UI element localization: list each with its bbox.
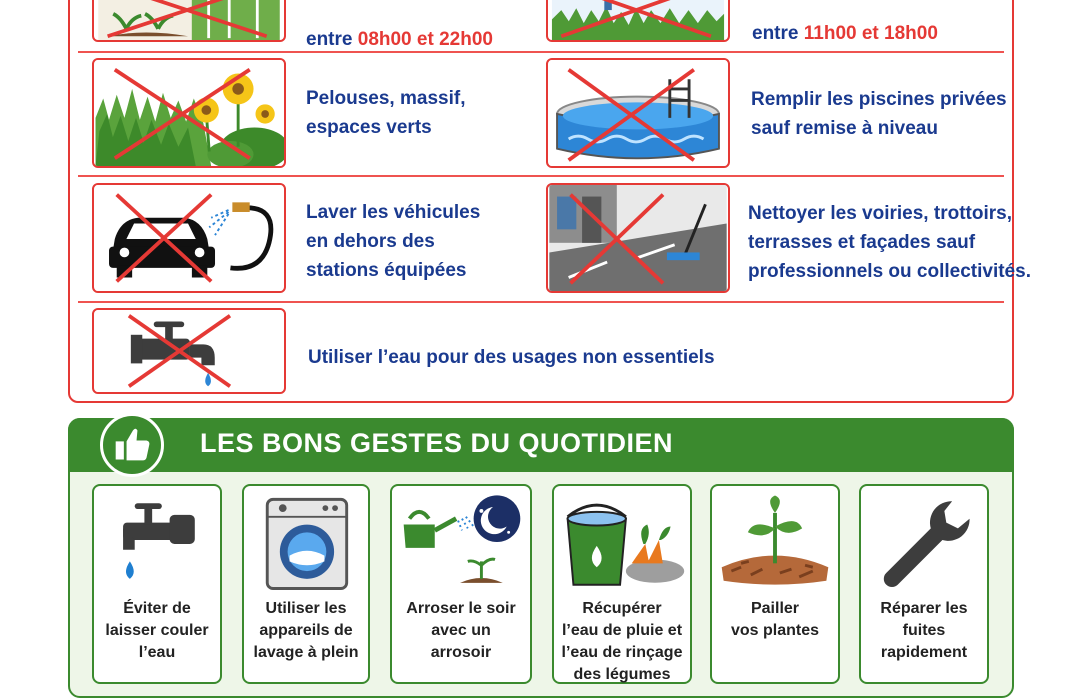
garden-icon — [92, 0, 286, 42]
pool-icon — [546, 58, 730, 168]
lawn-flowers-icon — [92, 58, 286, 168]
wrench-icon — [861, 492, 987, 592]
washing-machine-icon — [244, 492, 368, 592]
sprinkler-icon — [546, 0, 730, 42]
habit-card-bucket — [552, 484, 692, 684]
row-divider — [78, 301, 1004, 303]
restriction-text-lawns: Pelouses, massif, espaces verts — [306, 88, 466, 138]
restriction-text-streets: Nettoyer les voiries, trottoirs, terrasses et façades sauf professionnels ou collectivités. — [748, 203, 1031, 282]
habit-label: Récupérer l’eau de pluie et l’eau de rinçage des légumes — [561, 600, 683, 683]
habit-label: Réparer les fuites rapidement — [880, 600, 968, 661]
habit-card-mulch — [710, 484, 840, 684]
restriction-text-pools: Remplir les piscines privées sauf remise à niveau — [751, 89, 1007, 139]
good-habits-title: LES BONS GESTES DU QUOTIDIEN — [200, 428, 674, 458]
habit-card-faucet — [92, 484, 222, 684]
restriction-hours-left: entre 08h00 et 22h00 — [306, 29, 493, 50]
habit-card-washing-machine — [242, 484, 370, 684]
habit-label: Utiliser les appareils de lavage à plein — [253, 600, 359, 661]
tap-icon — [92, 308, 286, 394]
street-cleaning-icon — [546, 183, 730, 293]
row-divider — [78, 175, 1004, 177]
restriction-text-nonessential: Utiliser l’eau pour des usages non essentiels — [308, 347, 715, 368]
restriction-hours-right: entre 11h00 et 18h00 — [752, 23, 938, 44]
restriction-text-vehicles: Laver les véhicules en dehors des stations équipées — [306, 202, 481, 281]
watering-can-moon-icon — [392, 492, 530, 592]
car-wash-icon — [92, 183, 286, 293]
mulch-plant-icon — [712, 492, 838, 592]
habit-label: Éviter de laisser couler l’eau — [105, 600, 209, 661]
habit-card-watering-can — [390, 484, 532, 684]
row-divider — [78, 51, 1004, 53]
thumbs-up-icon — [100, 413, 164, 477]
faucet-drop-icon — [94, 492, 220, 592]
habit-label: Arroser le soir avec un arrosoir — [406, 600, 516, 661]
habit-label: Pailler vos plantes — [730, 600, 820, 639]
habit-card-wrench — [859, 484, 989, 684]
bucket-vegetables-icon — [554, 492, 690, 592]
